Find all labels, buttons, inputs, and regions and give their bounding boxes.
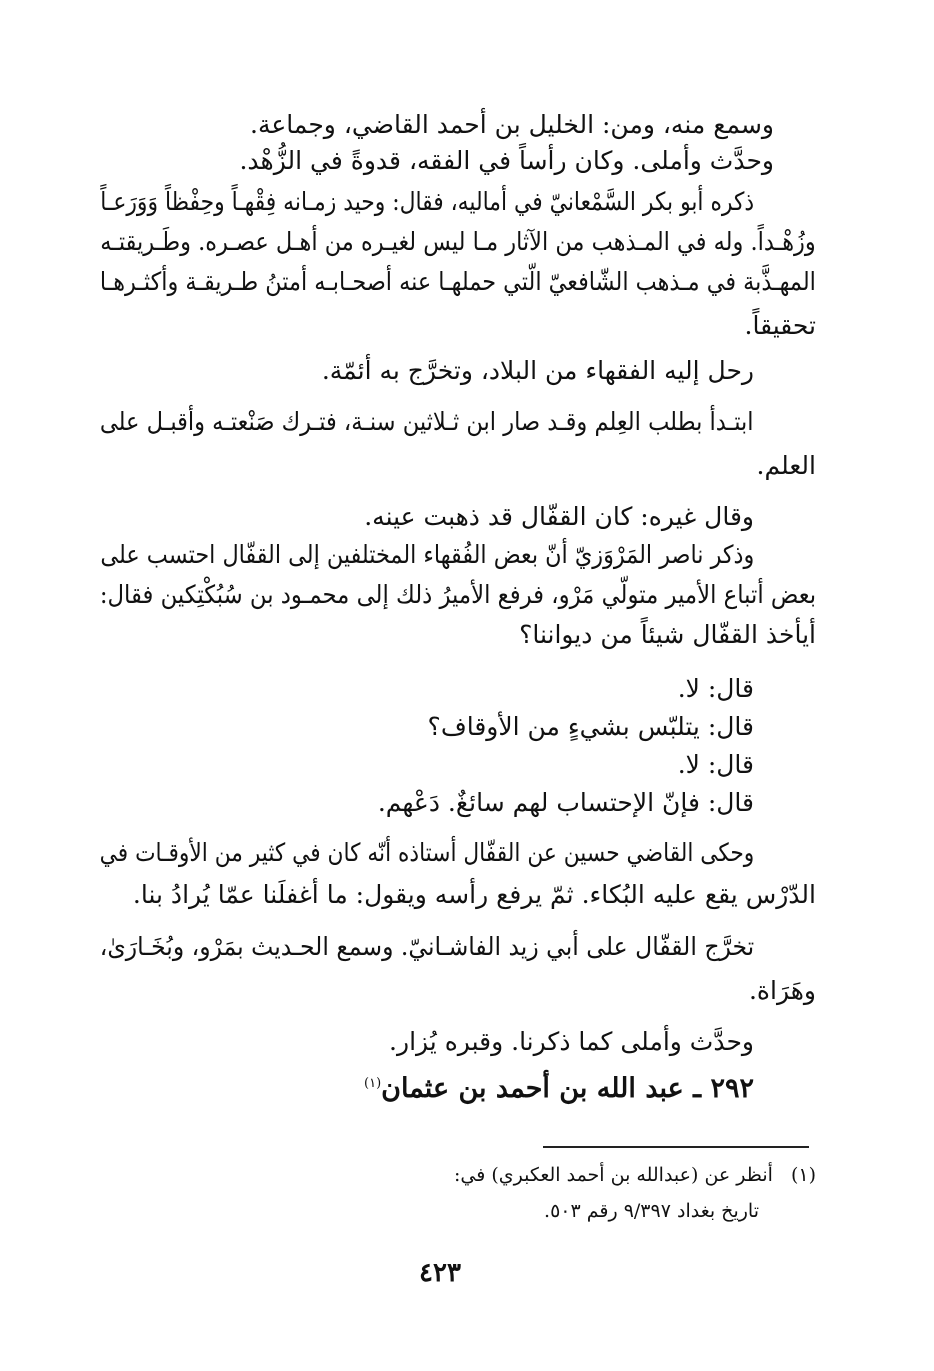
text-line: وهَرَاة. — [748, 976, 816, 1005]
entry-dash: ـ — [693, 1073, 702, 1104]
text-line: ابتـدأ بطلب العِلم وقـد صار ابن ثـلاثين سنـة، فتـرك صَنْعتـه وأقبـل على — [100, 407, 754, 436]
text-line: وزُهْـداً. وله في المـذهب من الآثار مـا ليس لغيـره من أهـل عصـره. وطَـريقتـه — [100, 227, 816, 256]
text-line: بعض أتباع الأمير متولّي مَرْو، فرفع الأميرُ ذلك إلى محمـود بن سُبُكْتِكين فقال: — [99, 580, 816, 609]
entry-name: عبد الله بن أحمد بن عثمان — [381, 1073, 684, 1104]
text-line: وسمع منه، ومن: الخليل بن أحمد القاضي، وجماعة. — [250, 110, 774, 139]
text-line: وحدَّث وأملى كما ذكرنا. وقبره يُزار. — [389, 1027, 754, 1056]
text-line: الدّرْس يقع عليه البُكاء. ثمّ يرفع رأسه ويقول: ما أغفلَنا عمّا يُرادُ بنا. — [132, 880, 816, 909]
entry-heading — [364, 1073, 754, 1105]
text-line: تحقيقاً. — [744, 311, 816, 340]
footnote-rule — [543, 1146, 809, 1148]
text-line: المهـذَّبة في مـذهب الشّافعيّ الّتي حملهـا عنه أصحـابـه أمتنُ طـريقـة وأكثـرهـا — [100, 267, 816, 296]
text-line: وحكى القاضي حسين عن القفّال أستاذه أنّه كان في كثير من الأوقـات في — [99, 838, 754, 867]
text-line: العلم. — [756, 451, 816, 480]
text-line: أيأخذ القفّال شيئاً من ديواننا؟ — [519, 620, 816, 649]
text-line: وقال غيره: كان القفّال قد ذهبت عينه. — [364, 502, 754, 531]
footnote-text-line: تاريخ بغداد ٩/٣٩٧ رقم ٥٠٣. — [544, 1200, 759, 1222]
text-line: وذكر ناصر المَرْوَزيّ أنّ بعض الفُقهاء المختلفين إلى القفّال احتسب على — [100, 540, 754, 569]
footnote — [454, 1164, 816, 1187]
text-line: وحدَّث وأملى. وكان رأساً في الفقه، قدوةً في الزُّهْد. — [239, 146, 774, 175]
text-line: قال: لا. — [677, 750, 754, 779]
text-line: قال: فإنّ الإحتساب لهم سائغٌ. دَعْهم. — [377, 788, 754, 817]
entry-number: ٢٩٢ — [710, 1073, 754, 1104]
footnote-text: أنظر عن (عبدالله بن أحمد العكبري) في: — [453, 1164, 773, 1186]
footnote-ref: (١) — [364, 1076, 382, 1091]
footnote-number: (١) — [790, 1164, 816, 1186]
text-line: قال: لا. — [677, 674, 754, 703]
text-line: ذكره أبو بكر السَّمْعانيّ في أماليه، فقال: وحيد زمـانه فِقْهـاً وحِفْظاً وَوَرَعـاً — [100, 187, 754, 216]
page-number: ٤٢٣ — [419, 1258, 461, 1288]
text-line: قال: يتلبّس بشيءٍ من الأوقاف؟ — [427, 712, 754, 741]
text-line: رحل إليه الفقهاء من البلاد، وتخرَّج به أئمّة. — [321, 356, 754, 385]
text-line: تخرَّج القفّال على أبي زيد الفاشـانيّ. وسمع الحـديث بمَرْو، وبُخَـارَىٰ، — [99, 932, 754, 961]
